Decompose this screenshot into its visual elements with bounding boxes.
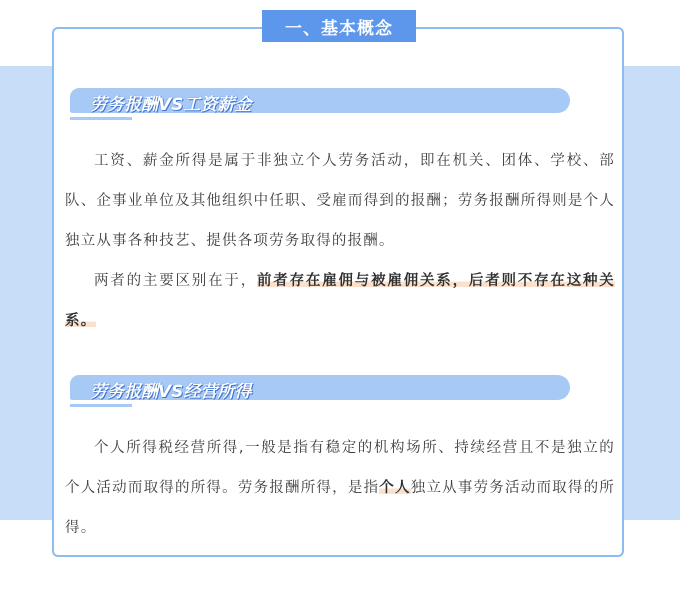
highlighted-text: 前者存在雇佣与被雇佣关系，后者则不存在这种关系。: [65, 273, 615, 329]
section1-paragraph-2: [65, 261, 615, 341]
heading-underline-decoration: [70, 117, 132, 120]
section2-paragraph: [65, 428, 615, 548]
section-heading-1: [70, 88, 570, 124]
paragraph-text: 独立从事劳务活动而取得的所得。: [65, 480, 616, 536]
heading-underline-decoration: [70, 404, 132, 407]
section-title-1: 劳务报酬VS工资薪金: [90, 95, 252, 115]
section-title-2: 劳务报酬VS经营所得: [90, 382, 252, 402]
highlighted-text: 个人: [379, 480, 411, 496]
paragraph-text: 个人所得税经营所得,一般是指有稳定的机构场所、持续经营且不是独立的个人活动而取得的所得。劳务报酬所得，是指: [65, 440, 615, 496]
page-title: 一、基本概念: [262, 10, 416, 42]
section-heading-2: [70, 375, 570, 411]
section1-paragraph-1: 工资、薪金所得是属于非独立个人劳务活动，即在机关、团体、学校、部队、企事业单位及其他组织中任职、受雇而得到的报酬；劳务报酬所得则是个人独立从事各种技艺、提供各项劳务取得的报酬。: [65, 153, 615, 249]
paragraph-text: 两者的主要区别在于，: [94, 273, 257, 289]
